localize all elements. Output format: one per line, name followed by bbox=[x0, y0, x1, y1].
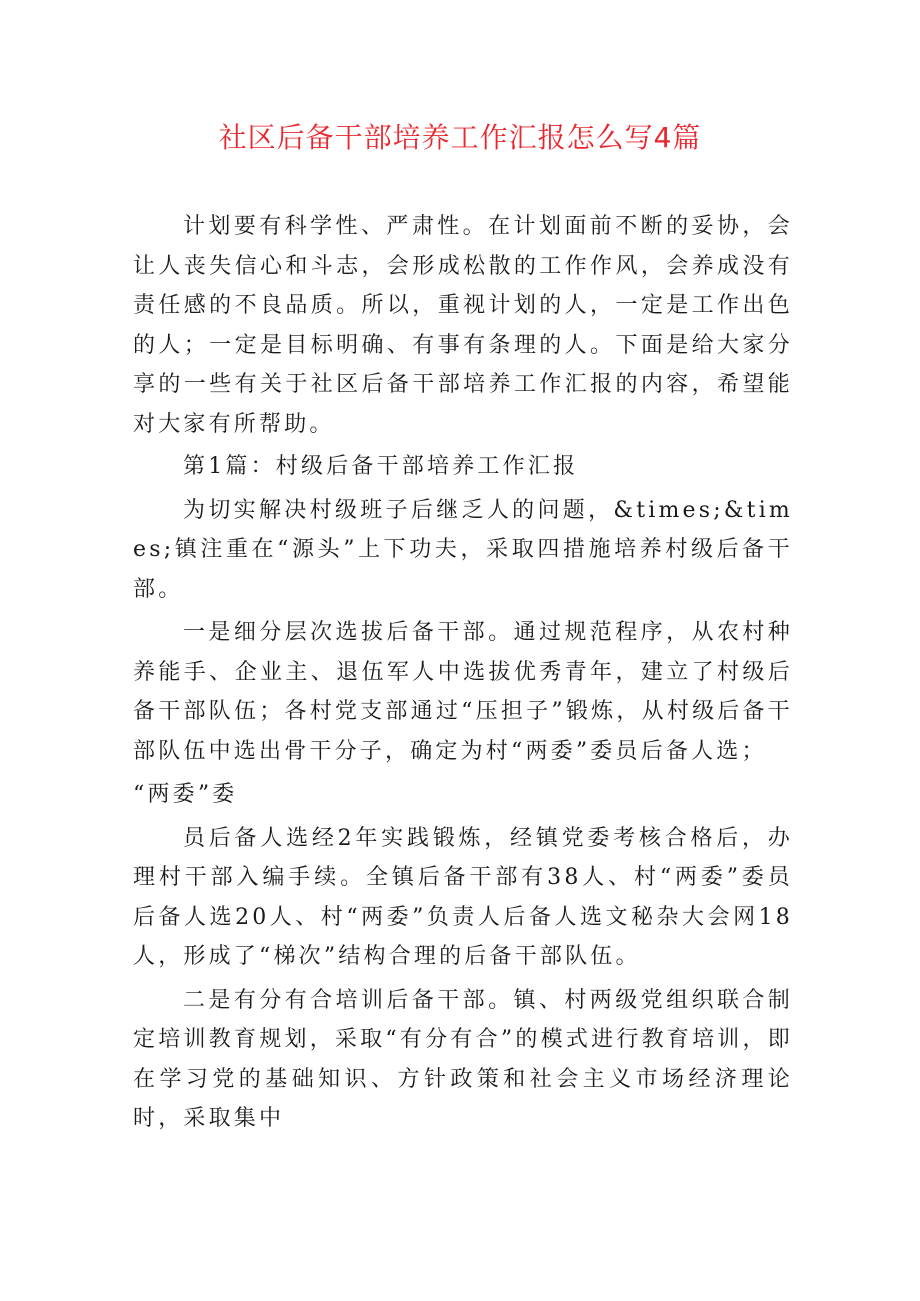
body-paragraph: 为切实解决村级班子后继乏人的问题，&times;&times;镇注重在“源头”上下功夫，采取四措施培养村级后备干部。 bbox=[133, 497, 793, 602]
document-body bbox=[133, 207, 793, 1139]
body-paragraph: 一是细分层次选拔后备干部。通过规范程序，从农村种养能手、企业主、退伍军人中选拔优秀青年，建立了村级后备干部队伍；各村党支部通过“压担子”锻炼，从村级后备干部队伍中选出骨干分子，确定为村“两委”委员后备人选； bbox=[133, 620, 793, 764]
body-paragraph: 员后备人选经2年实践锻炼，经镇党委考核合格后，办理村干部入编手续。全镇后备干部有38人、村“两委”委员后备人选20人、村“两委”负责人后备人选文秘杂大会网18人，形成了“梯次”结构合理的后备干部队伍。 bbox=[133, 825, 793, 969]
body-paragraph: 二是有分有合培训后备干部。镇、村两级党组织联合制定培训教育规划，采取“有分有合”的模式进行教育培训，即在学习党的基础知识、方针政策和社会主义市场经济理论时，采取集中 bbox=[133, 987, 793, 1131]
intro-paragraph: 计划要有科学性、严肃性。在计划面前不断的妥协，会让人丧失信心和斗志，会形成松散的工作作风，会养成没有责任感的不良品质。所以，重视计划的人，一定是工作出色的人；一定是目标明确、有事有条理的人。下面是给大家分享的一些有关于社区后备干部培养工作汇报的内容，希望能对大家有所帮助。 bbox=[133, 214, 793, 437]
body-fragment: “两委”委 bbox=[133, 782, 238, 807]
document-title: 社区后备干部培养工作汇报怎么写4篇 bbox=[218, 121, 702, 154]
section-heading: 第1篇：村级后备干部培养工作汇报 bbox=[183, 454, 579, 479]
